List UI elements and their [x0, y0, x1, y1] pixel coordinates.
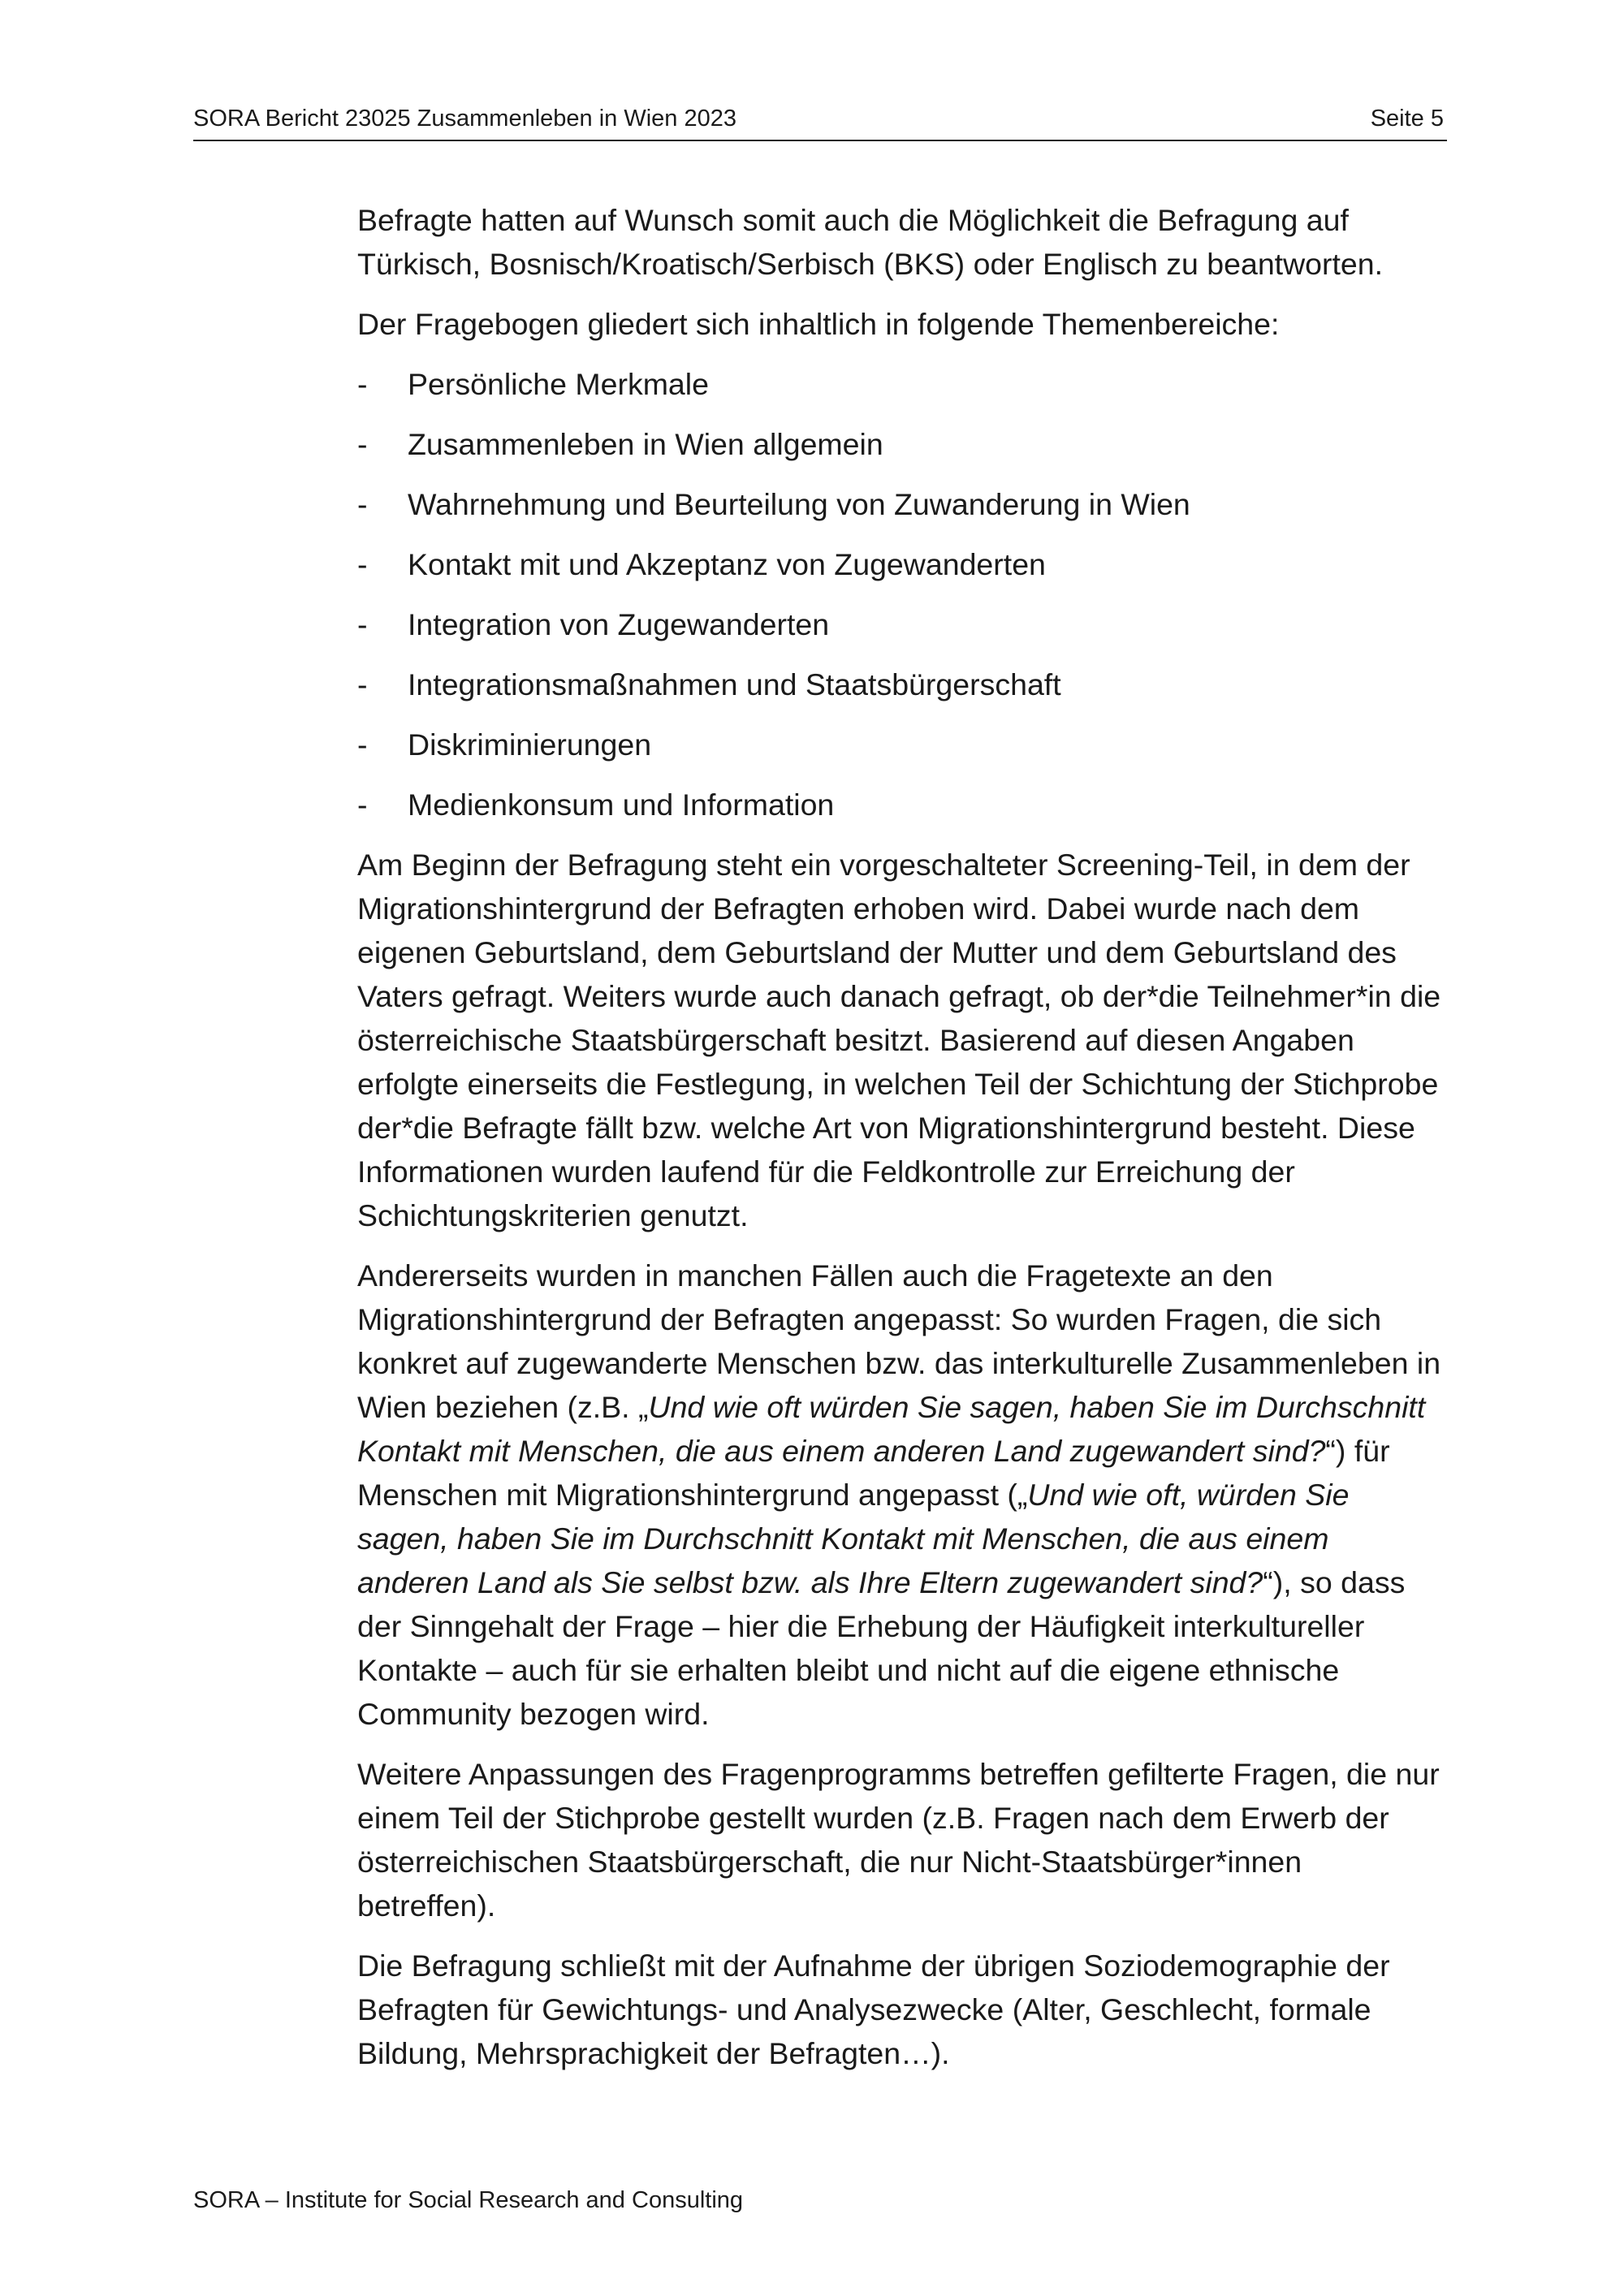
bullet-dash: -	[357, 427, 368, 461]
bullet-dash: -	[357, 607, 368, 641]
paragraph-intro: Befragte hatten auf Wunsch somit auch die Möglichkeit die Befragung auf Türkisch, Bosnisch/Kroatisch/Serbisch (BKS) oder Englisch zu beantworten.	[357, 203, 1384, 281]
paragraph-screening: Am Beginn der Befragung steht ein vorgeschalteter Screening-Teil, in dem der Migrationshintergrund der Befragten erhoben wird. Dabei wurde nach dem eigenen Geburtsland, dem Geburtsland der Mutter und dem Geburtsland des Vaters gefragt. Weiters wurde auch danach gefragt, ob der*die Teilnehmer*in die österreichische Staatsbürgerschaft besitzt. Basierend auf diesen Angaben erfolgte einerseits die Festlegung, in welchen Teil der Schichtung der Stichprobe der*die Befragte fällt bzw. welche Art von Migrationshintergrund besteht. Diese Informationen wurden laufend für die Feldkontrolle zur Erreichung der Schichtungskriterien genutzt.	[357, 848, 1441, 1232]
adaptation-text-3: “), so dass der Sinngehalt der Frage – hier die Erhebung der Häufigkeit interkultureller Kontakte – auch für sie erhalten bleibt und nicht auf die eigene ethnische Community bezogen wird.	[357, 1565, 1406, 1731]
bullet-dash: -	[357, 788, 368, 822]
adaptation-text-2: “) für Menschen mit Migrationshintergrund angepasst („	[357, 1434, 1390, 1512]
topic-label: Kontakt mit und Akzeptanz von Zugewanderten	[408, 547, 1046, 581]
topic-label: Medienkonsum und Information	[408, 788, 835, 822]
topic-list-item	[357, 723, 1445, 766]
bullet-dash: -	[357, 727, 368, 762]
topic-label: Persönliche Merkmale	[408, 367, 709, 401]
topic-list-item	[357, 662, 1445, 706]
topic-list-item	[357, 482, 1445, 526]
topic-list-item	[357, 542, 1445, 586]
topic-list	[357, 362, 1445, 826]
report-title: SORA Bericht 23025 Zusammenleben in Wien 2023	[193, 106, 736, 132]
main-content	[357, 198, 1445, 2091]
topic-list-item	[357, 602, 1445, 646]
bullet-dash: -	[357, 487, 368, 521]
example-question-1: Und wie oft würden Sie sagen, haben Sie im Durchschnitt Kontakt mit Menschen, die aus einem anderen Land zugewandert sind?	[357, 1390, 1426, 1468]
topic-list-item	[357, 422, 1445, 466]
topic-list-item	[357, 362, 1445, 406]
bullet-dash: -	[357, 667, 368, 701]
paragraph-topics-lead: Der Fragebogen gliedert sich inhaltlich in folgende Themenbereiche:	[357, 307, 1280, 341]
page-number: Seite 5	[1370, 106, 1444, 132]
page-header	[193, 99, 1447, 141]
paragraph-adaptation	[357, 1254, 1445, 1736]
topic-label: Integration von Zugewanderten	[408, 607, 830, 641]
adaptation-text-1: Andererseits wurden in manchen Fällen auch die Fragetexte an den Migrationshintergrund der Befragten angepasst: So wurden Fragen, die sich konkret auf zugewanderte Menschen bzw. das interkulturelle Zusammenleben in Wien beziehen (z.B. „	[357, 1258, 1441, 1424]
topic-list-item	[357, 783, 1445, 826]
topic-label: Diskriminierungen	[408, 727, 652, 762]
example-question-2: Und wie oft, würden Sie sagen, haben Sie im Durchschnitt Kontakt mit Menschen, die aus einem anderen Land als Sie selbst bzw. als Ihre Eltern zugewandert sind?	[357, 1478, 1350, 1599]
paragraph-demographics: Die Befragung schließt mit der Aufnahme der übrigen Soziodemographie der Befragten für Gewichtungs- und Analysezwecke (Alter, Geschlecht, formale Bildung, Mehrsprachigkeit der Befragten…).	[357, 1949, 1390, 2070]
bullet-dash: -	[357, 547, 368, 581]
topic-label: Integrationsmaßnahmen und Staatsbürgerschaft	[408, 667, 1061, 701]
topic-label: Zusammenleben in Wien allgemein	[408, 427, 883, 461]
bullet-dash: -	[357, 367, 368, 401]
topic-label: Wahrnehmung und Beurteilung von Zuwanderung in Wien	[408, 487, 1190, 521]
page-footer: SORA – Institute for Social Research and Consulting	[193, 2187, 744, 2213]
paragraph-filter: Weitere Anpassungen des Fragenprogramms betreffen gefilterte Fragen, die nur einem Teil der Stichprobe gestellt wurden (z.B. Fragen nach dem Erwerb der österreichischen Staatsbürgerschaft, die nur Nicht-Staatsbürger*innen betreffen).	[357, 1757, 1440, 1923]
